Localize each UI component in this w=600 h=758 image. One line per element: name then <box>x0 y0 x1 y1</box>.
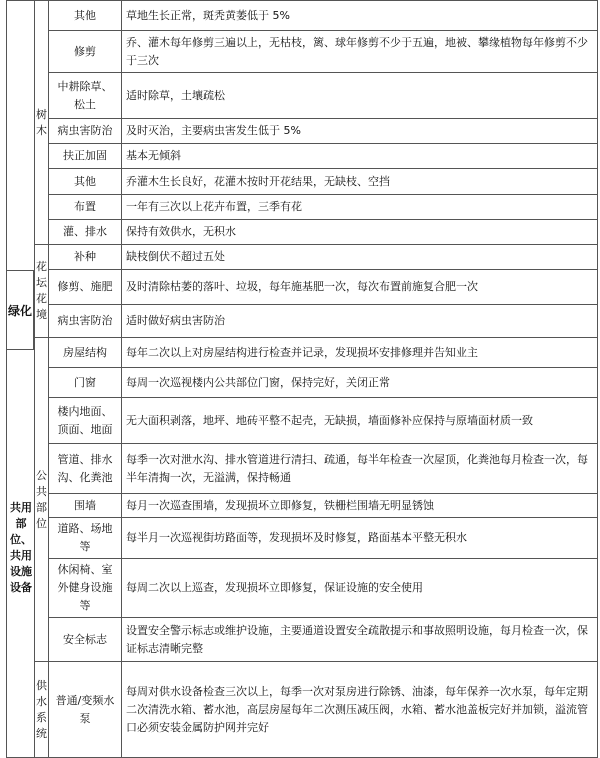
table-row <box>7 144 598 169</box>
standards-table <box>6 0 598 758</box>
item-cell: 其他 <box>49 169 122 195</box>
item-cell: 修剪 <box>49 31 122 73</box>
standard-cell: 缺枝倒伏不超过五处 <box>122 245 598 270</box>
table-row <box>7 559 598 618</box>
table-row <box>7 518 598 559</box>
table-row <box>7 618 598 662</box>
group-label-gonggong-buwei <box>35 338 49 662</box>
table-row <box>7 31 598 73</box>
group-text: 花坛花境 <box>36 260 47 321</box>
group-text: 树木 <box>36 107 47 137</box>
item-cell: 中耕除草、松土 <box>49 73 122 119</box>
table-row <box>7 1 598 31</box>
item-cell: 病虫害防治 <box>49 119 122 144</box>
group-label-gongshui <box>35 662 49 758</box>
group-text: 供水系统 <box>36 678 47 740</box>
group-label-huatan <box>35 245 49 338</box>
item-cell: 道路、场地等 <box>49 518 122 559</box>
item-cell: 门窗 <box>49 368 122 398</box>
standard-cell: 设置安全警示标志或维护设施，主要通道设置安全疏散提示和事故照明设施，每月检查一次，保证标志清晰完整 <box>122 618 598 662</box>
table-row <box>7 245 598 270</box>
item-cell: 房屋结构 <box>49 338 122 368</box>
standard-cell: 乔灌木生长良好，花灌木按时开花结果，无缺枝、空挡 <box>122 169 598 195</box>
standard-cell: 无大面积剥落，地坪、地砖平整不起壳，无缺损，墙面修补应保持与原墙面材质一致 <box>122 398 598 444</box>
standard-cell: 乔、灌木每年修剪三遍以上，无枯枝，篱、球年修剪不少于五遍，地被、攀缘植物每年修剪不少于三次 <box>122 31 598 73</box>
group-text: 共用部位、共用设施设备 <box>10 500 32 594</box>
item-cell: 楼内地面、顶面、地面 <box>49 398 122 444</box>
standard-cell: 每半月一次巡视街坊路面等，发现损坏及时修复，路面基本平整无积水 <box>122 518 598 559</box>
item-cell: 管道、排水沟、化粪池 <box>49 444 122 494</box>
group-text: 公共部位 <box>36 468 47 530</box>
standard-cell: 保持有效供水，无积水 <box>122 220 598 245</box>
item-cell: 围墙 <box>49 494 122 518</box>
table-row <box>7 195 598 220</box>
standard-cell: 及时清除枯萎的落叶、垃圾，每年施基肥一次，每次布置前施复合肥一次 <box>122 270 598 305</box>
table-row <box>7 398 598 444</box>
item-cell: 病虫害防治 <box>49 305 122 338</box>
standard-cell: 草地生长正常，斑秃黄萎低于 5% <box>122 1 598 31</box>
standard-cell: 基本无倾斜 <box>122 144 598 169</box>
table-row <box>7 73 598 119</box>
table-row <box>7 338 598 368</box>
standard-cell: 一年有三次以上花卉布置，三季有花 <box>122 195 598 220</box>
table-row <box>7 169 598 195</box>
item-cell: 补种 <box>49 245 122 270</box>
standard-cell: 每年二次以上对房屋结构进行检查并记录，发现损坏安排修理并告知业主 <box>122 338 598 368</box>
standard-cell: 每月一次巡查围墙，发现损坏立即修复，铁栅栏围墙无明显锈蚀 <box>122 494 598 518</box>
standard-cell: 每周对供水设备检查三次以上，每季一次对泵房进行除锈、油漆，每年保养一次水泵，每年定期二次清洗水箱、蓄水池，高层房屋每年二次测压减压阀，水箱、蓄水池盖板完好并加锁，溢流管口必须安装金属防护网并完好 <box>122 662 598 758</box>
standard-cell: 适时除草，土壤疏松 <box>122 73 598 119</box>
table-row <box>7 270 598 305</box>
standard-cell: 及时灭治，主要病虫害发生低于 5% <box>122 119 598 144</box>
standard-cell: 每季一次对泄水沟、排水管道进行清扫、疏通，每半年检查一次屋顶，化粪池每月检查一次，每半年清掏一次，无溢满，保持畅通 <box>122 444 598 494</box>
lvhua-overlay <box>6 270 34 350</box>
standard-cell: 适时做好病虫害防治 <box>122 305 598 338</box>
table-row <box>7 368 598 398</box>
item-cell: 灌、排水 <box>49 220 122 245</box>
group-label-lvhua: 绿化 <box>7 303 32 318</box>
table-row <box>7 444 598 494</box>
group-label-gongyong <box>7 338 35 758</box>
table-row <box>7 119 598 144</box>
table-row <box>7 220 598 245</box>
standard-cell: 每周二次以上巡查，发现损坏立即修复，保证设施的安全使用 <box>122 559 598 618</box>
item-cell: 休闲椅、室外健身设施等 <box>49 559 122 618</box>
standard-cell: 每周一次巡视楼内公共部位门窗，保持完好，关闭正常 <box>122 368 598 398</box>
table-row <box>7 305 598 338</box>
item-cell: 其他 <box>49 1 122 31</box>
item-cell: 修剪、施肥 <box>49 270 122 305</box>
item-cell: 布置 <box>49 195 122 220</box>
item-cell: 普通/变频水泵 <box>49 662 122 758</box>
item-cell: 扶正加固 <box>49 144 122 169</box>
table-row <box>7 494 598 518</box>
table-row <box>7 662 598 758</box>
group-label-shumu <box>35 1 49 245</box>
item-cell: 安全标志 <box>49 618 122 662</box>
